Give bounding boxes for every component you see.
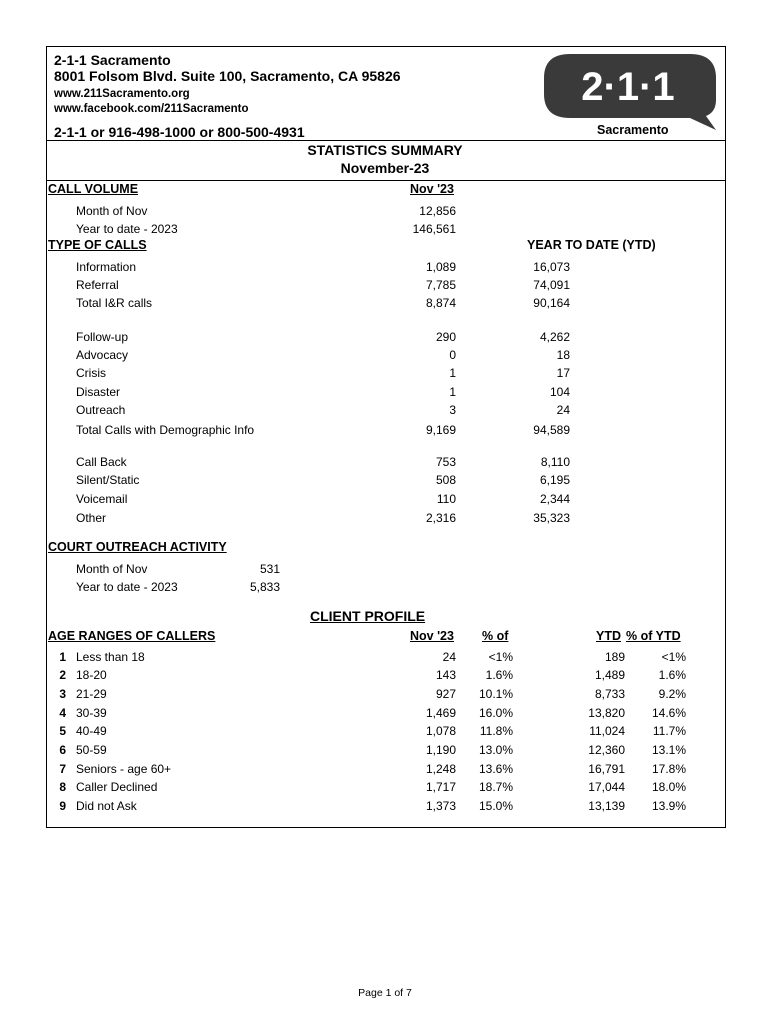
logo-211 <box>540 50 720 134</box>
age-row-index: 3 <box>59 687 66 701</box>
age-row-pct: <1% <box>488 650 513 664</box>
age-row-label: 40-49 <box>76 724 107 738</box>
age-row-pct-ytd: <1% <box>661 650 686 664</box>
call-type-label: Referral <box>76 278 119 292</box>
call-type-month: 1 <box>449 366 456 380</box>
call-type-label: Call Back <box>76 455 127 469</box>
call-type-month: 753 <box>435 455 456 469</box>
ytd-header: YEAR TO DATE (YTD) <box>527 238 656 252</box>
age-row-month: 1,373 <box>425 799 456 813</box>
call-type-month: 9,169 <box>425 423 456 437</box>
org-name: 2-1-1 Sacramento <box>54 52 171 68</box>
age-row-ytd: 17,044 <box>588 780 625 794</box>
call-type-ytd: 6,195 <box>539 473 570 487</box>
age-row-pct-ytd: 13.1% <box>651 743 686 757</box>
age-row-pct-ytd: 11.7% <box>652 724 686 738</box>
age-row-index: 7 <box>59 762 66 776</box>
age-row-pct-ytd: 18.0% <box>651 780 686 794</box>
title-divider <box>46 180 726 181</box>
call-type-month: 1 <box>449 385 456 399</box>
age-row-label: 18-20 <box>76 668 107 682</box>
age-row-index: 2 <box>59 668 66 682</box>
court-outreach-heading: COURT OUTREACH ACTIVITY <box>48 540 227 554</box>
age-row-pct-ytd: 14.6% <box>651 706 686 720</box>
age-row-pct: 11.8% <box>479 724 513 738</box>
speech-bubble-icon <box>540 50 720 134</box>
call-type-month: 7,785 <box>425 278 456 292</box>
call-type-label: Advocacy <box>76 348 129 362</box>
age-row-pct: 13.0% <box>478 743 513 757</box>
call-type-ytd: 18 <box>556 348 570 362</box>
call-type-label: Voicemail <box>76 492 128 506</box>
call-type-month: 8,874 <box>425 296 456 310</box>
age-row-pct: 13.6% <box>478 762 513 776</box>
age-row-label: Less than 18 <box>76 650 145 664</box>
type-of-calls-heading: TYPE OF CALLS <box>48 238 147 252</box>
age-row-pct-ytd: 17.8% <box>651 762 686 776</box>
age-row-index: 4 <box>59 706 66 720</box>
call-volume-value: 12,856 <box>419 204 456 218</box>
org-address: 8001 Folsom Blvd. Suite 100, Sacramento, CA 95826 <box>54 68 401 84</box>
age-row-pct: 10.1% <box>478 687 513 701</box>
call-volume-heading: CALL VOLUME <box>48 182 139 196</box>
call-type-label: Outreach <box>76 403 126 417</box>
age-row-index: 5 <box>59 724 66 738</box>
age-row-index: 9 <box>59 799 66 813</box>
call-type-label: Total I&R calls <box>76 296 153 310</box>
age-row-pct-ytd: 1.6% <box>658 668 686 682</box>
age-row-pct-ytd: 13.9% <box>651 799 686 813</box>
age-row-month: 1,190 <box>425 743 456 757</box>
age-row-ytd: 12,360 <box>588 743 625 757</box>
call-type-month: 1,089 <box>425 260 456 274</box>
call-type-ytd: 35,323 <box>533 511 570 525</box>
phone-numbers: 2-1-1 or 916-498-1000 or 800-500-4931 <box>54 124 305 140</box>
age-row-ytd: 1,489 <box>594 668 625 682</box>
age-row-month: 1,717 <box>425 780 456 794</box>
facebook-link[interactable]: www.facebook.com/211Sacramento <box>54 103 249 115</box>
call-volume-value: 146,561 <box>412 222 456 236</box>
report-title: STATISTICS SUMMARY <box>307 142 463 158</box>
call-type-month: 3 <box>449 403 456 417</box>
logo-mark: 2·1·1 <box>581 65 675 109</box>
call-type-ytd: 17 <box>556 366 570 380</box>
website-link[interactable]: www.211Sacramento.org <box>54 88 190 100</box>
age-row-ytd: 11,024 <box>589 724 625 738</box>
call-type-month: 110 <box>436 492 456 506</box>
age-row-pct: 16.0% <box>478 706 513 720</box>
call-type-month: 508 <box>435 473 456 487</box>
call-type-ytd: 8,110 <box>540 455 570 469</box>
call-type-month: 0 <box>449 348 456 362</box>
call-volume-label: Year to date - 2023 <box>76 222 178 236</box>
age-row-month: 1,469 <box>425 706 456 720</box>
call-type-ytd: 90,164 <box>533 296 570 310</box>
client-profile-title: CLIENT PROFILE <box>310 608 426 624</box>
page-number: Page 1 of 7 <box>358 987 412 999</box>
court-outreach-label: Year to date - 2023 <box>76 580 178 594</box>
call-type-label: Information <box>76 260 137 274</box>
age-row-month: 1,248 <box>425 762 456 776</box>
age-col-pct: % of <box>482 629 509 643</box>
age-row-label: 21-29 <box>76 687 107 701</box>
court-outreach-value: 5,833 <box>249 580 280 594</box>
age-row-ytd: 16,791 <box>588 762 625 776</box>
call-type-label: Crisis <box>76 366 106 380</box>
call-type-label: Follow-up <box>76 330 129 344</box>
age-row-index: 8 <box>59 780 66 794</box>
age-row-label: 50-59 <box>76 743 107 757</box>
call-type-label: Disaster <box>76 385 121 399</box>
age-ranges-heading: AGE RANGES OF CALLERS <box>48 629 216 643</box>
age-row-ytd: 13,820 <box>588 706 625 720</box>
call-type-label: Total Calls with Demographic Info <box>76 423 255 437</box>
header-divider <box>46 140 726 141</box>
age-row-ytd: 13,139 <box>588 799 625 813</box>
court-outreach-label: Month of Nov <box>76 562 148 576</box>
age-row-label: Did not Ask <box>76 799 137 813</box>
age-row-label: Seniors - age 60+ <box>76 762 172 776</box>
age-row-month: 927 <box>435 687 456 701</box>
call-type-ytd: 16,073 <box>533 260 570 274</box>
logo-city: Sacramento <box>597 123 669 137</box>
age-row-pct-ytd: 9.2% <box>658 687 686 701</box>
call-type-ytd: 4,262 <box>539 330 570 344</box>
call-type-ytd: 74,091 <box>533 278 570 292</box>
report-subtitle: November-23 <box>340 160 430 176</box>
call-type-month: 290 <box>435 330 456 344</box>
age-row-label: Caller Declined <box>76 780 158 794</box>
age-row-pct: 18.7% <box>478 780 513 794</box>
age-row-label: 30-39 <box>76 706 107 720</box>
age-row-pct: 1.6% <box>485 668 513 682</box>
call-type-ytd: 94,589 <box>533 423 570 437</box>
age-col-ytd: YTD <box>596 629 621 643</box>
call-type-label: Silent/Static <box>76 473 140 487</box>
court-outreach-value: 531 <box>259 562 280 576</box>
age-row-index: 6 <box>59 743 66 757</box>
call-type-ytd: 2,344 <box>539 492 570 506</box>
age-row-month: 24 <box>442 650 456 664</box>
age-row-ytd: 189 <box>604 650 625 664</box>
age-row-index: 1 <box>59 650 66 664</box>
call-type-ytd: 104 <box>549 385 570 399</box>
call-type-label: Other <box>76 511 107 525</box>
age-row-ytd: 8,733 <box>594 687 625 701</box>
call-type-ytd: 24 <box>556 403 570 417</box>
call-volume-col-header: Nov '23 <box>410 182 454 196</box>
age-col-pct-ytd: % of YTD <box>626 629 681 643</box>
age-row-month: 1,078 <box>425 724 456 738</box>
age-col-month: Nov '23 <box>410 629 454 643</box>
call-volume-label: Month of Nov <box>76 204 148 218</box>
age-row-month: 143 <box>435 668 456 682</box>
age-row-pct: 15.0% <box>478 799 513 813</box>
call-type-month: 2,316 <box>425 511 456 525</box>
